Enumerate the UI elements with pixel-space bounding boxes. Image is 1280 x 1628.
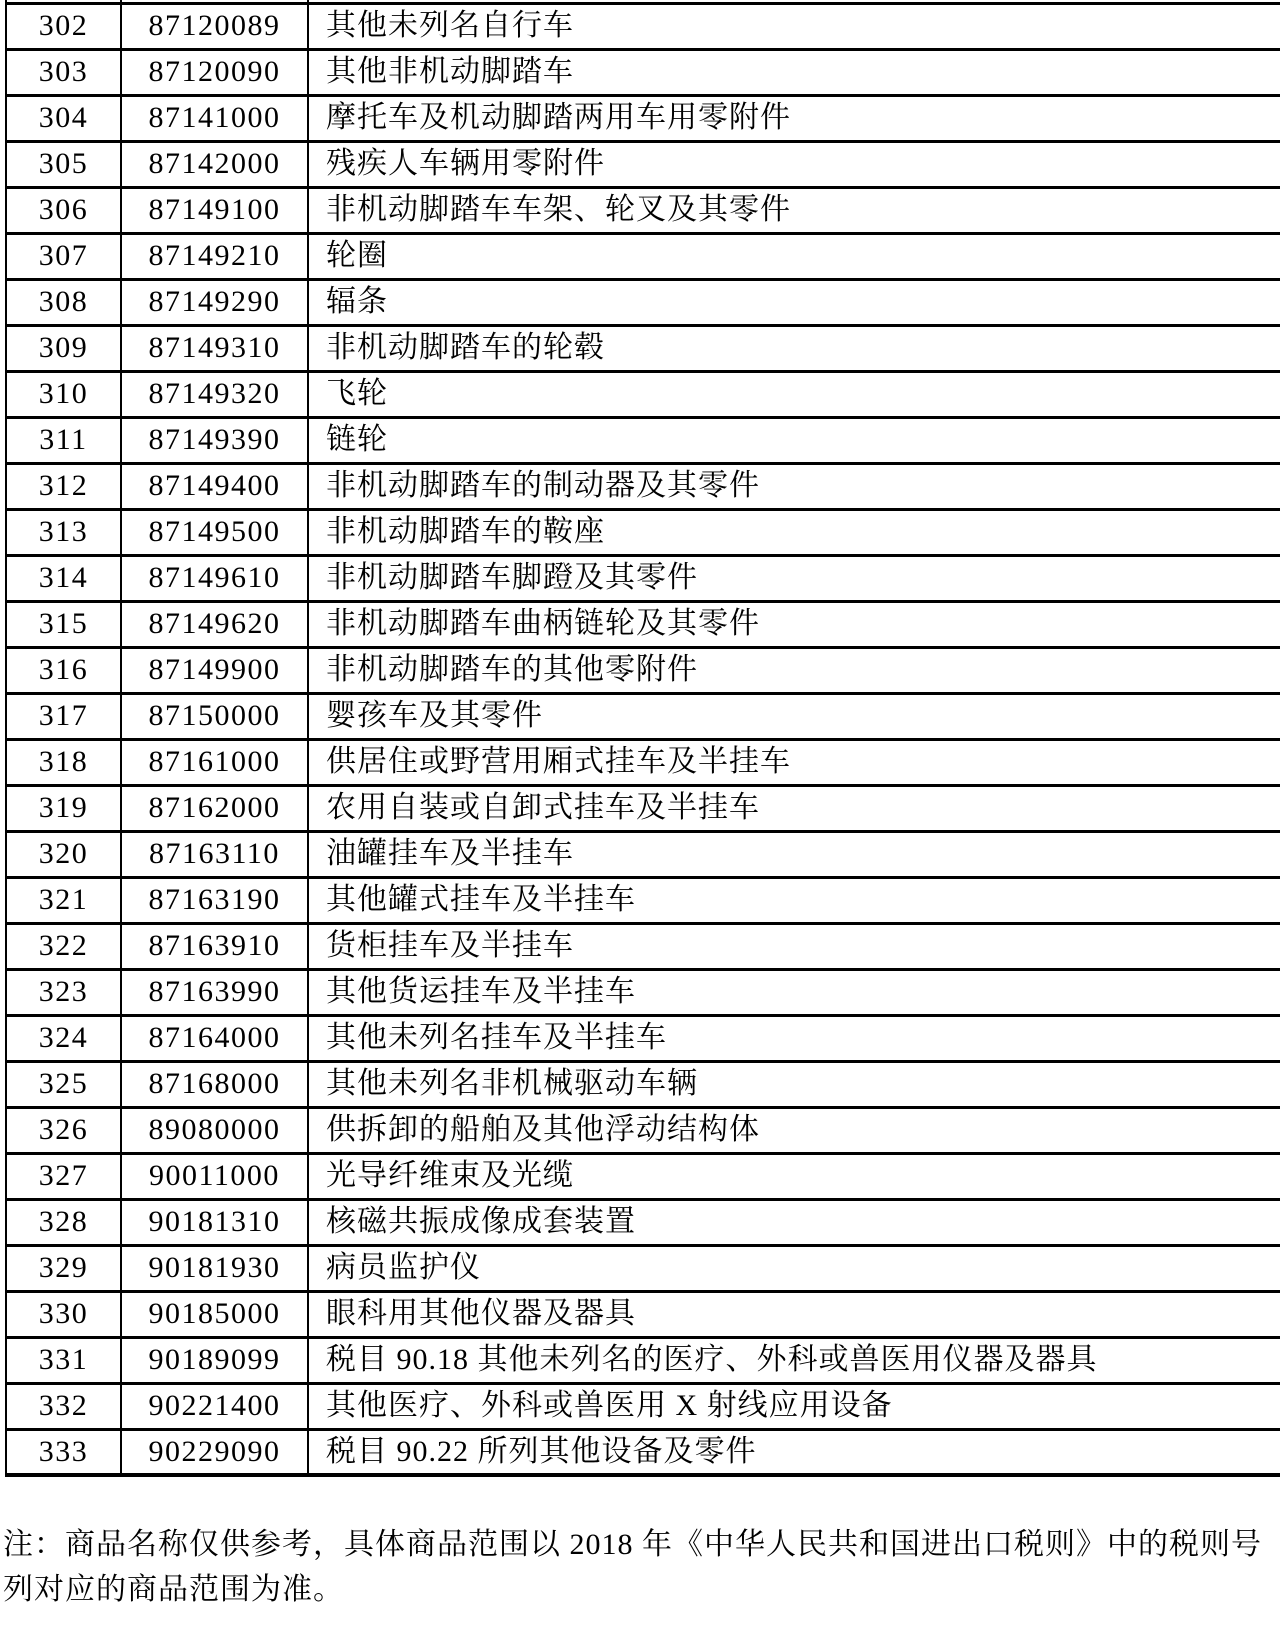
row-number-cell: 324 <box>6 1015 121 1061</box>
hs-code-cell: 87163190 <box>121 877 308 923</box>
row-number-cell: 308 <box>6 279 121 325</box>
row-number-cell: 319 <box>6 785 121 831</box>
footnote <box>3 1522 1280 1612</box>
row-number-cell: 311 <box>6 417 121 463</box>
row-number-cell: 314 <box>6 555 121 601</box>
table-row <box>6 233 1280 279</box>
table-row <box>6 969 1280 1015</box>
hs-code-cell: 87149500 <box>121 509 308 555</box>
table-row <box>6 1245 1280 1291</box>
row-number-cell: 331 <box>6 1337 121 1383</box>
table-row <box>6 417 1280 463</box>
row-number-cell: 328 <box>6 1199 121 1245</box>
row-number-cell: 316 <box>6 647 121 693</box>
row-number-cell: 309 <box>6 325 121 371</box>
description-cell: 轮圈 <box>308 233 1280 279</box>
table-row <box>6 601 1280 647</box>
description-cell: 非机动脚踏车车架、轮叉及其零件 <box>308 187 1280 233</box>
description-cell: 婴孩车及其零件 <box>308 693 1280 739</box>
description-cell: 摩托车及机动脚踏两用车用零附件 <box>308 95 1280 141</box>
table-row <box>6 1337 1280 1383</box>
description-cell: 供拆卸的船舶及其他浮动结构体 <box>308 1107 1280 1153</box>
description-cell: 非机动脚踏车的鞍座 <box>308 509 1280 555</box>
table-row <box>6 739 1280 785</box>
description-cell: 非机动脚踏车的轮毂 <box>308 325 1280 371</box>
hs-code-cell: 87164000 <box>121 1015 308 1061</box>
row-number-cell: 306 <box>6 187 121 233</box>
table-row <box>6 1199 1280 1245</box>
tariff-table <box>5 0 1280 1477</box>
table-row <box>6 509 1280 555</box>
table-row <box>6 3 1280 49</box>
hs-code-cell: 87149320 <box>121 371 308 417</box>
row-number-cell: 312 <box>6 463 121 509</box>
hs-code-cell: 87149390 <box>121 417 308 463</box>
hs-code-cell: 90229090 <box>121 1429 308 1475</box>
table-row <box>6 831 1280 877</box>
table-row <box>6 1107 1280 1153</box>
description-cell: 供居住或野营用厢式挂车及半挂车 <box>308 739 1280 785</box>
footnote-line-2: 列对应的商品范围为准。 <box>3 1573 344 1606</box>
hs-code-cell: 87141000 <box>121 95 308 141</box>
hs-code-cell: 90181930 <box>121 1245 308 1291</box>
hs-code-cell: 90181310 <box>121 1199 308 1245</box>
hs-code-cell: 87162000 <box>121 785 308 831</box>
description-cell: 税目 90.18 其他未列名的医疗、外科或兽医用仪器及器具 <box>308 1337 1280 1383</box>
table-row <box>6 555 1280 601</box>
hs-code-cell: 87149100 <box>121 187 308 233</box>
description-cell: 非机动脚踏车的其他零附件 <box>308 647 1280 693</box>
hs-code-cell: 87163110 <box>121 831 308 877</box>
hs-code-cell: 87149610 <box>121 555 308 601</box>
description-cell: 其他医疗、外科或兽医用 X 射线应用设备 <box>308 1383 1280 1429</box>
description-cell: 核磁共振成像成套装置 <box>308 1199 1280 1245</box>
description-cell: 辐条 <box>308 279 1280 325</box>
hs-code-cell: 90185000 <box>121 1291 308 1337</box>
description-cell: 其他未列名自行车 <box>308 3 1280 49</box>
description-cell: 其他罐式挂车及半挂车 <box>308 877 1280 923</box>
description-cell: 病员监护仪 <box>308 1245 1280 1291</box>
row-number-cell: 318 <box>6 739 121 785</box>
hs-code-cell: 87149210 <box>121 233 308 279</box>
table-row <box>6 1383 1280 1429</box>
description-cell: 眼科用其他仪器及器具 <box>308 1291 1280 1337</box>
row-number-cell: 325 <box>6 1061 121 1107</box>
table-row <box>6 923 1280 969</box>
description-cell: 农用自装或自卸式挂车及半挂车 <box>308 785 1280 831</box>
table-row <box>6 371 1280 417</box>
hs-code-cell: 87149310 <box>121 325 308 371</box>
row-number-cell: 305 <box>6 141 121 187</box>
hs-code-cell: 87161000 <box>121 739 308 785</box>
row-number-cell: 315 <box>6 601 121 647</box>
row-number-cell: 323 <box>6 969 121 1015</box>
tariff-table-body <box>6 0 1280 1475</box>
description-cell: 非机动脚踏车脚蹬及其零件 <box>308 555 1280 601</box>
row-number-cell: 329 <box>6 1245 121 1291</box>
hs-code-cell: 87120089 <box>121 3 308 49</box>
row-number-cell: 310 <box>6 371 121 417</box>
row-number-cell: 332 <box>6 1383 121 1429</box>
hs-code-cell: 87163990 <box>121 969 308 1015</box>
row-number-cell: 317 <box>6 693 121 739</box>
row-number-cell: 320 <box>6 831 121 877</box>
description-cell: 货柜挂车及半挂车 <box>308 923 1280 969</box>
table-row <box>6 1061 1280 1107</box>
row-number-cell: 307 <box>6 233 121 279</box>
hs-code-cell: 87168000 <box>121 1061 308 1107</box>
row-number-cell: 326 <box>6 1107 121 1153</box>
row-number-cell: 303 <box>6 49 121 95</box>
row-number-cell: 322 <box>6 923 121 969</box>
hs-code-cell: 87120090 <box>121 49 308 95</box>
description-cell: 非机动脚踏车曲柄链轮及其零件 <box>308 601 1280 647</box>
hs-code-cell: 87149900 <box>121 647 308 693</box>
footnote-line-1: 注：商品名称仅供参考，具体商品范围以 2018 年《中华人民共和国进出口税则》中的税则号 <box>3 1528 1262 1561</box>
table-row <box>6 1153 1280 1199</box>
table-row <box>6 785 1280 831</box>
table-row <box>6 279 1280 325</box>
description-cell: 其他未列名非机械驱动车辆 <box>308 1061 1280 1107</box>
description-cell: 税目 90.22 所列其他设备及零件 <box>308 1429 1280 1475</box>
table-row <box>6 647 1280 693</box>
description-cell: 飞轮 <box>308 371 1280 417</box>
table-row <box>6 1429 1280 1475</box>
hs-code-cell: 87142000 <box>121 141 308 187</box>
hs-code-cell: 87150000 <box>121 693 308 739</box>
table-row <box>6 1291 1280 1337</box>
row-number-cell: 304 <box>6 95 121 141</box>
table-row <box>6 463 1280 509</box>
hs-code-cell: 90189099 <box>121 1337 308 1383</box>
table-row <box>6 325 1280 371</box>
hs-code-cell: 89080000 <box>121 1107 308 1153</box>
hs-code-cell: 90011000 <box>121 1153 308 1199</box>
description-cell: 残疾人车辆用零附件 <box>308 141 1280 187</box>
hs-code-cell: 87149620 <box>121 601 308 647</box>
description-cell: 链轮 <box>308 417 1280 463</box>
row-number-cell: 327 <box>6 1153 121 1199</box>
description-cell: 其他货运挂车及半挂车 <box>308 969 1280 1015</box>
description-cell: 非机动脚踏车的制动器及其零件 <box>308 463 1280 509</box>
table-row <box>6 141 1280 187</box>
row-number-cell: 313 <box>6 509 121 555</box>
description-cell: 其他未列名挂车及半挂车 <box>308 1015 1280 1061</box>
table-row <box>6 49 1280 95</box>
table-row <box>6 877 1280 923</box>
row-number-cell: 330 <box>6 1291 121 1337</box>
row-number-cell: 321 <box>6 877 121 923</box>
table-row <box>6 1015 1280 1061</box>
row-number-cell: 333 <box>6 1429 121 1475</box>
hs-code-cell: 90221400 <box>121 1383 308 1429</box>
row-number-cell: 302 <box>6 3 121 49</box>
hs-code-cell: 87163910 <box>121 923 308 969</box>
description-cell: 其他非机动脚踏车 <box>308 49 1280 95</box>
description-cell: 油罐挂车及半挂车 <box>308 831 1280 877</box>
hs-code-cell: 87149290 <box>121 279 308 325</box>
table-row <box>6 187 1280 233</box>
table-row <box>6 95 1280 141</box>
table-row <box>6 693 1280 739</box>
description-cell: 光导纤维束及光缆 <box>308 1153 1280 1199</box>
hs-code-cell: 87149400 <box>121 463 308 509</box>
